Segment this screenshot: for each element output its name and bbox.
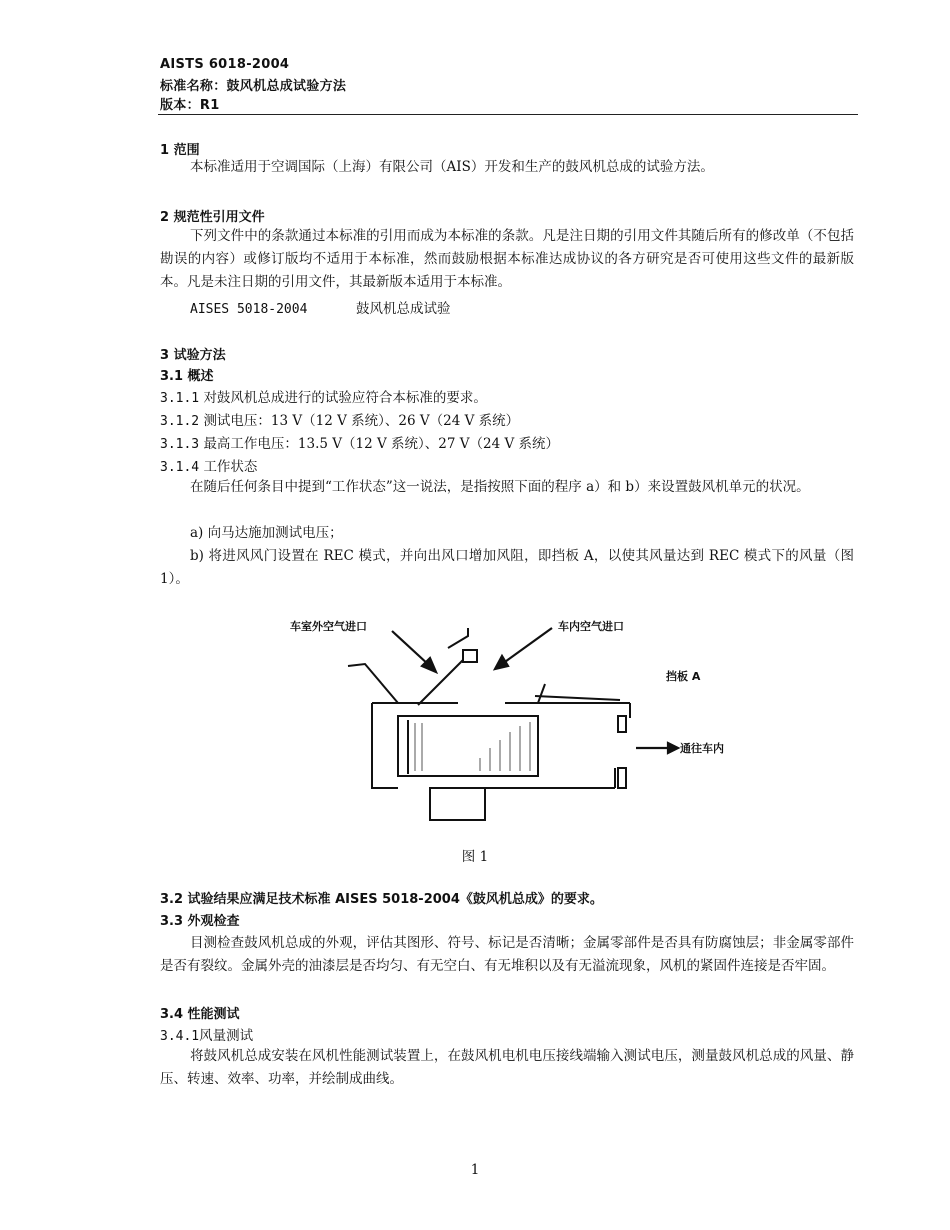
section-3-1-title: 3.1 概述	[160, 369, 214, 384]
reference-name: 鼓风机总成试验	[356, 301, 451, 317]
clause-3-4-1-number: 3.4.1	[160, 1029, 200, 1044]
section-3-3-text: 目测检查鼓风机总成的外观，评估其图形、符号、标记是否清晰；金属零部件是否具有防腐蚀层；非金属零部件是否有裂纹。金属外壳的油漆层是否均匀、有无空白、有无堆积以及有无溢流现象，风机的紧固件连接是否牢固。	[160, 935, 854, 974]
clause-3-1-1	[160, 386, 487, 406]
standard-name: 标准名称：鼓风机总成试验方法	[160, 79, 347, 94]
blower-diagram	[280, 608, 740, 828]
clause-3-1-4-paragraph: 在随后任何条目中提到“工作状态”这一说法，是指按照下面的程序 a）和 b）来设置鼓风机单元的状况。	[190, 479, 810, 495]
diagram-lines	[348, 628, 630, 820]
section-2-title: 2 规范性引用文件	[160, 210, 265, 225]
clause-3-1-3-text: 最高工作电压：13.5 V（12 V 系统）、27 V（24 V 系统）	[203, 436, 560, 452]
section-1-text: 本标准适用于空调国际（上海）有限公司（AIS）开发和生产的鼓风机总成的试验方法。	[190, 159, 714, 175]
outlet-arrowhead	[668, 743, 678, 753]
section-3-2-title: 3.2 试验结果应满足技术标准 AISES 5018-2004《鼓风机总成》的要求。	[160, 892, 603, 907]
clause-3-1-1-number: 3.1.1	[160, 391, 200, 406]
clause-3-1-2-number: 3.1.2	[160, 414, 200, 429]
page-number: 1	[470, 1162, 480, 1178]
header-rule	[158, 114, 858, 115]
fan-blades	[415, 722, 530, 771]
section-2-text: 下列文件中的条款通过本标准的引用而成为本标准的条款。凡是注日期的引用文件其随后所有的修改单（不包括勘误的内容）或修订版均不适用于本标准，然而鼓励根据本标准达成协议的各方研究是否可使用这些文件的最新版本。凡是未注日期的引用文件，其最新版本适用于本标准。	[160, 228, 854, 290]
clause-3-1-1-text: 对鼓风机总成进行的试验应符合本标准的要求。	[203, 390, 487, 406]
inside-air-arrowhead	[495, 656, 508, 669]
clause-3-1-4	[160, 455, 257, 475]
clause-3-1-3-number: 3.1.3	[160, 437, 200, 452]
section-3-4-title: 3.4 性能测试	[160, 1007, 240, 1022]
label-outside-air-inlet: 车室外空气进口	[290, 620, 367, 633]
clause-3-1-2-text: 测试电压：13 V（12 V 系统）、26 V（24 V 系统）	[203, 413, 520, 429]
clause-3-4-1	[160, 1024, 253, 1044]
label-baffle-a: 挡板 A	[666, 670, 701, 683]
standard-code: AISTS 6018-2004	[160, 57, 290, 72]
label-inside-air-inlet: 车内空气进口	[558, 620, 624, 633]
diagram-arrows	[392, 628, 678, 753]
clause-3-1-4-text: 工作状态	[203, 459, 258, 475]
section-3-title: 3 试验方法	[160, 348, 226, 363]
standard-version: 版本：R1	[160, 98, 220, 113]
clause-3-4-1-text: 风量测试	[199, 1028, 254, 1044]
reference-entry	[190, 297, 451, 317]
label-to-cabin: 通往车内	[680, 742, 724, 755]
section-3-4-text: 将鼓风机总成安装在风机性能测试装置上，在鼓风机电机电压接线端输入测试电压，测量鼓风机总成的风量、静压、转速、效率、功率，并绘制成曲线。	[160, 1048, 854, 1087]
section-3-3-title: 3.3 外观检查	[160, 914, 240, 929]
figure-caption: 图 1	[461, 849, 489, 865]
reference-code: AISES 5018-2004	[190, 302, 308, 317]
procedure-item-a: a) 向马达施加测试电压；	[190, 525, 343, 541]
section-1-title: 1 范围	[160, 143, 200, 158]
clause-3-1-4-number: 3.1.4	[160, 460, 200, 475]
procedure-item-b: b) 将进风风门设置在 REC 模式，并向出风口增加风阻，即挡板 A，以使其风量达到 REC 模式下的风量（图 1）。	[160, 548, 854, 587]
clause-3-1-3	[160, 432, 559, 452]
clause-3-1-2	[160, 409, 519, 429]
